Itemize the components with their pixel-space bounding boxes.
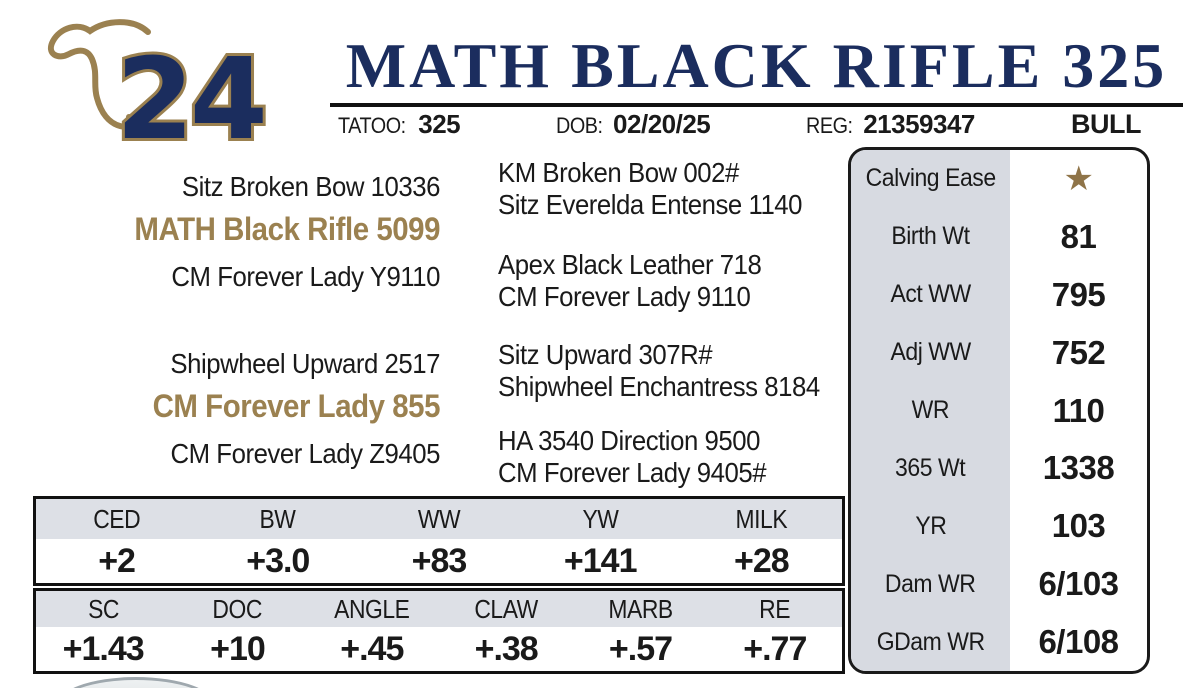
tattoo-field	[338, 109, 460, 140]
lot-number: 24	[116, 35, 264, 150]
lot-logo	[38, 12, 310, 150]
sex-badge: BULL	[1071, 108, 1141, 139]
epd-header: BW	[259, 503, 296, 534]
epd-header: DOC	[212, 593, 263, 624]
dam-dam: CM Forever Lady Z9405	[170, 438, 440, 469]
epd-value: +141	[563, 541, 637, 580]
epd-header: CED	[93, 503, 141, 534]
perf-label: Birth Wt	[891, 222, 970, 251]
epd-value: +3.0	[246, 541, 310, 580]
epd-value: +10	[210, 629, 265, 668]
perf-row-adj-ww	[851, 324, 1147, 382]
perf-value: 752	[1051, 333, 1106, 371]
epd-table-2	[33, 588, 845, 674]
dob-field	[556, 109, 710, 140]
epd-value: +2	[98, 541, 135, 580]
dam-dam-sire: HA 3540 Direction 9500	[498, 425, 760, 456]
dam-dam-dam: CM Forever Lady 9405#	[498, 457, 767, 488]
epd-header: ANGLE	[334, 593, 410, 624]
perf-value: 110	[1052, 391, 1105, 429]
header-divider	[330, 103, 1183, 107]
sire-dam: CM Forever Lady Y9110	[171, 261, 440, 292]
calving-ease-star-icon: ★	[1063, 159, 1094, 198]
dob-label: DOB:	[556, 112, 603, 138]
tattoo-value: 325	[418, 108, 461, 139]
sire-sire-dam: Sitz Everelda Entense 1140	[498, 189, 803, 220]
perf-label: WR	[911, 396, 950, 424]
id-info-bar	[332, 109, 1183, 139]
perf-label: Calving Ease	[865, 164, 996, 193]
sire-dam-sire: Apex Black Leather 718	[498, 249, 762, 280]
perf-label: Act WW	[890, 280, 971, 309]
epd-value-row	[36, 627, 842, 671]
epd-header: RE	[759, 593, 791, 624]
epd-header: WW	[417, 503, 461, 534]
epd-header: MILK	[735, 503, 788, 534]
tattoo-label: TATOO:	[338, 112, 406, 138]
sire-sire-sire: KM Broken Bow 002#	[498, 157, 739, 188]
epd-header-row	[36, 591, 842, 627]
perf-row-365-wt	[851, 439, 1147, 497]
perf-row-calving-ease	[851, 150, 1147, 208]
epd-value: +.38	[474, 629, 538, 668]
epd-value: +.77	[743, 629, 807, 668]
perf-row-yr	[851, 497, 1147, 555]
perf-label: GDam WR	[876, 627, 985, 656]
perf-label: YR	[914, 511, 947, 540]
perf-value: 795	[1051, 275, 1106, 313]
performance-panel	[848, 147, 1150, 674]
epd-value: +.57	[608, 629, 673, 668]
perf-label: Adj WW	[890, 338, 971, 367]
dob-value: 02/20/25	[613, 108, 711, 139]
reg-field	[806, 109, 974, 140]
epd-header: SC	[87, 593, 119, 624]
epd-header-row	[36, 499, 842, 539]
epd-value-row	[36, 539, 842, 583]
sire-name: MATH Black Rifle 5099	[134, 211, 440, 247]
sire-dam-dam: CM Forever Lady 9110	[498, 281, 751, 312]
epd-value: +83	[411, 541, 467, 580]
sire-sire: Sitz Broken Bow 10336	[181, 171, 440, 202]
dam-sire: Shipwheel Upward 2517	[170, 348, 440, 379]
epd-table-1	[33, 496, 845, 586]
epd-header: YW	[582, 503, 619, 534]
perf-value: 1338	[1042, 449, 1115, 487]
epd-value: +.45	[340, 629, 404, 668]
perf-row-gdam-wr	[851, 613, 1147, 671]
animal-name-title: MATH BLACK RIFLE 325	[345, 30, 1168, 101]
epd-header: CLAW	[474, 593, 538, 624]
dam-sire-sire: Sitz Upward 307R#	[498, 339, 713, 370]
perf-label: Dam WR	[885, 569, 976, 598]
dam-sire-dam: Shipwheel Enchantress 8184	[498, 371, 820, 402]
perf-value: 81	[1060, 217, 1097, 255]
perf-value: 6/103	[1038, 565, 1119, 603]
dam-name: CM Forever Lady 855	[152, 388, 440, 424]
perf-value: 103	[1051, 507, 1106, 545]
perf-row-dam-wr	[851, 555, 1147, 613]
epd-value: +1.43	[62, 629, 144, 668]
perf-row-wr	[851, 382, 1147, 440]
perf-value: 6/108	[1038, 623, 1119, 661]
reg-value: 21359347	[863, 108, 975, 139]
perf-row-act-ww	[851, 266, 1147, 324]
perf-label: 365 Wt	[895, 453, 966, 482]
perf-row-birth-wt	[851, 208, 1147, 266]
epd-header: MARB	[608, 593, 673, 624]
epd-value: +28	[734, 541, 789, 580]
next-lot-logo-partial	[55, 677, 217, 688]
reg-label: REG:	[806, 112, 854, 138]
